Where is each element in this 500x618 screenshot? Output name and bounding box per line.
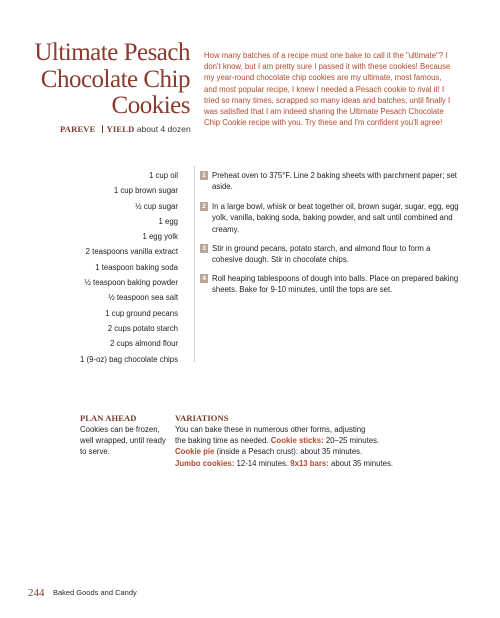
title-line-1: Ultimate Pesach [34,39,190,66]
title-line-3: Cookies [111,92,190,119]
variation-highlight: Cookie pie [175,447,215,457]
variation-highlight: Cookie sticks: [270,436,324,446]
variations-text [175,424,435,469]
ingredient-item: 1 egg yolk [142,232,178,242]
variations-text-run: 12-14 minutes. [234,458,291,468]
plan-ahead-text: Cookies can be frozen, well wrapped, until ready to serve. [80,425,166,457]
ingredient-item: ½ teaspoon baking powder [84,278,178,288]
step-item [200,273,462,296]
ingredient-item: 2 cups potato starch [107,323,178,333]
recipe-meta [60,124,190,134]
page-footer [28,583,137,601]
step-number-badge: 4 [200,274,208,283]
ingredient-item: 1 cup brown sugar [113,186,178,196]
step-text: In a large bowl, whisk or beat together oil, brown sugar, sugar, egg, egg yolk, vanilla, baking soda, baking powder, and salt until combined and creamy. [212,202,459,234]
step-number-badge: 2 [200,202,208,211]
page-number: 244 [28,587,45,599]
step-number-badge: 1 [200,171,208,180]
ingredient-item: 1 cup ground pecans [105,308,178,318]
ingredient-item: 2 teaspoons vanilla extract [85,247,178,257]
variations-text-run: the baking time as needed. [175,436,271,446]
variations-heading: VARIATIONS [175,413,229,423]
category-label: PAREVE [60,124,96,134]
variations-text-run: You can bake these in numerous other forms, adjusting [175,425,366,434]
variations-text-run: (inside a Pesach crust): about 35 minutes. [214,447,363,457]
step-text: Stir in ground pecans, potato starch, and almond flour to form a cohesive dough. Stir in chocolate chips. [212,244,431,265]
yield-label: YIELD [106,124,135,134]
step-text: Preheat oven to 375°F. Line 2 baking sheets with parchment paper; set aside. [212,171,457,192]
section-name: Baked Goods and Candy [52,588,137,597]
yield-value: about 4 dozen [136,124,191,134]
column-divider [194,166,195,362]
variations-section [175,413,435,469]
step-item [200,243,462,266]
variations-text-run: 20–25 minutes. [323,436,380,446]
step-text: Roll heaping tablespoons of dough into balls. Place on prepared baking sheets. Bake for 9-10 minutes, until the tops are set. [212,274,459,295]
ingredient-item: 1 teaspoon baking soda [95,262,178,272]
ingredient-item: 1 (9-oz) bag chocolate chips [80,354,178,364]
step-number-badge: 3 [200,244,208,253]
ingredient-item: ½ cup sugar [135,201,178,211]
variations-line [175,424,435,435]
variations-text-run: about 35 minutes. [328,458,394,468]
variations-line [175,446,435,457]
plan-ahead-heading: PLAN AHEAD [80,413,137,423]
variation-highlight: Jumbo cookies: [175,458,235,468]
ingredient-item: 2 cups almond flour [109,339,178,349]
title-line-2: Chocolate Chip [40,65,190,93]
variations-line [175,458,435,469]
meta-separator [102,125,103,133]
ingredient-list [40,168,178,367]
intro-paragraph: How many batches of a recipe must one bake to call it the "ultimate"? I don't know, but I am pretty sure I passed it with these cookies! Because my year-round chocolate chip cookies are my ultimate, most famous, and most popular recipe, I knew I needed a Pesach cookie to rival it! I tried so many times, scrapped so many ideas and batches, until finally I was satisfied that I am indeed sharing the Ultimate Pesach Chocolate Chip Cookie recipe with you. Try these and I'm confident you'll agree! [204,51,451,128]
ingredient-item: 1 egg [158,216,178,226]
plan-ahead-section [80,413,170,458]
step-item [200,201,462,235]
variation-highlight: 9x13 bars: [290,458,329,468]
recipe-title [22,40,190,120]
step-item [200,170,462,193]
ingredient-item: ½ teaspoon sea salt [108,293,178,303]
ingredient-item: 1 cup oil [148,171,178,180]
variations-line [175,435,435,446]
